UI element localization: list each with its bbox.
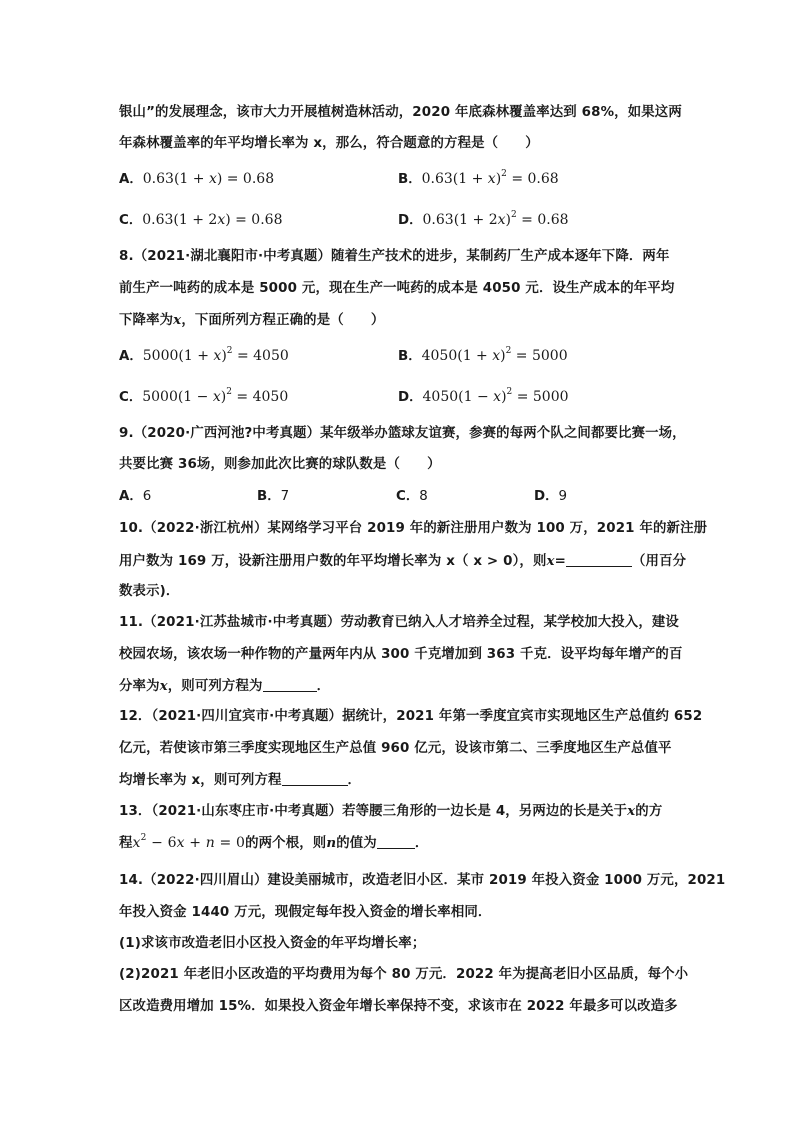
q9-option-d: D．9 [534,489,568,504]
q14-text-line1: 14.（2022·四川眉山）建设美丽城市，改造老旧小区．某市 2019 年投入资金 1000 万元，2021 [119,873,726,888]
q11-text-line3: 分率为x，则可列方程为 ． [119,678,331,694]
q8-text-line1: 8.（2021·湖北襄阳市·中考真题）随着生产技术的进步，某制药厂生产成本逐年下降．两年 [119,249,670,264]
q14-text-part1: (1)求该市改造老旧小区投入资金的年平均增长率； [119,936,426,951]
q9-text-line1: 9.（2020·广西河池?中考真题）某年级举办篮球友谊赛，参赛的每两个队之间都要比赛一场， [119,426,686,441]
q9-option-c: C．8 [396,489,428,504]
q8-option-b: B．$4050(1 + x)^2 = 5000$ [398,346,568,364]
q14-text-line2: 年投入资金 1440 万元，现假定每年投入资金的增长率相同． [119,905,492,920]
q7-option-b: B．$0.63(1 + x)^2 = 0.68$ [398,169,559,187]
q9-option-a: A．6 [119,489,152,504]
q8-text-line3: 下降率为x，下面所列方程正确的是（ ） [119,312,385,328]
q14-text-part2-line1: (2)2021 年老旧小区改造的平均费用为每个 80 万元．2022 年为提高老旧小区品质，每个小 [119,967,689,982]
q8-option-a: A．$5000(1 + x)^2 = 4050$ [119,346,289,364]
q7-option-d: D．$0.63(1 + 2x)^2 = 0.68$ [398,210,569,228]
q10-text-line2: 用户数为 169 万，设新注册用户数的年平均增长率为 x（ x > 0），则x= （用百分 [119,553,687,569]
q12-text-line1: 12．（2021·四川宜宾市·中考真题）据统计，2021 年第一季度宜宾市实现地区生产总值约 652 [119,709,703,724]
q12-answer-blank[interactable] [282,771,348,786]
q7-option-a: A．0.63(1 + x) = 0.68 [119,171,275,187]
q7-text-line1: 银山”的发展理念，该市大力开展植树造林活动，2020 年底森林覆盖率达到 68%，如果这两 [119,105,682,120]
q8-option-c: C．$5000(1 - x)^2 = 4050$ [119,387,289,405]
q10-text-line1: 10.（2022·浙江杭州）某网络学习平台 2019 年的新注册用户数为 100 万，2021 年的新注册 [119,521,708,536]
q14-text-part2-line2: 区改造费用增加 15%．如果投入资金年增长率保持不变，求该市在 2022 年最多可以改造多 [119,999,678,1014]
q7-text-line2: 年森林覆盖率的年平均增长率为 x，那么，符合题意的方程是（ ） [119,136,539,151]
q8-text-line2: 前生产一吨药的成本是 5000 元，现在生产一吨药的成本是 4050 元．设生产成本的年平均 [119,281,675,296]
q10-answer-blank[interactable] [566,552,632,567]
q9-option-b: B．7 [257,489,290,504]
q11-answer-blank[interactable] [263,677,317,692]
q8-option-d: D．$4050(1 - x)^2 = 5000$ [398,387,569,405]
q12-text-line3: 均增长率为 x，则可列方程 ． [119,773,362,788]
q11-text-line1: 11.（2021·江苏盐城市·中考真题）劳动教育已纳入人才培养全过程，某学校加大投入，建设 [119,615,679,630]
q12-text-line2: 亿元，若使该市第三季度实现地区生产总值 960 亿元，设该市第二、三季度地区生产总值平 [119,741,672,756]
q13-text-line2: 程$x^2 - 6x + n = 0$的两个根，则n的值为 ． [119,833,429,851]
q13-text-line1: 13．（2021·山东枣庄市·中考真题）若等腰三角形的一边长是 4，另两边的长是关于x的方 [119,803,663,819]
q10-text-line3: 数表示)． [119,584,180,599]
q13-answer-blank[interactable] [377,834,415,849]
q9-text-line2: 共要比赛 36场，则参加此次比赛的球队数是（ ） [119,457,441,472]
q11-text-line2: 校园农场，该农场一种作物的产量两年内从 300 千克增加到 363 千克．设平均每年增产的百 [119,647,683,662]
q7-option-c: C．0.63(1 + 2x) = 0.68 [119,212,283,228]
